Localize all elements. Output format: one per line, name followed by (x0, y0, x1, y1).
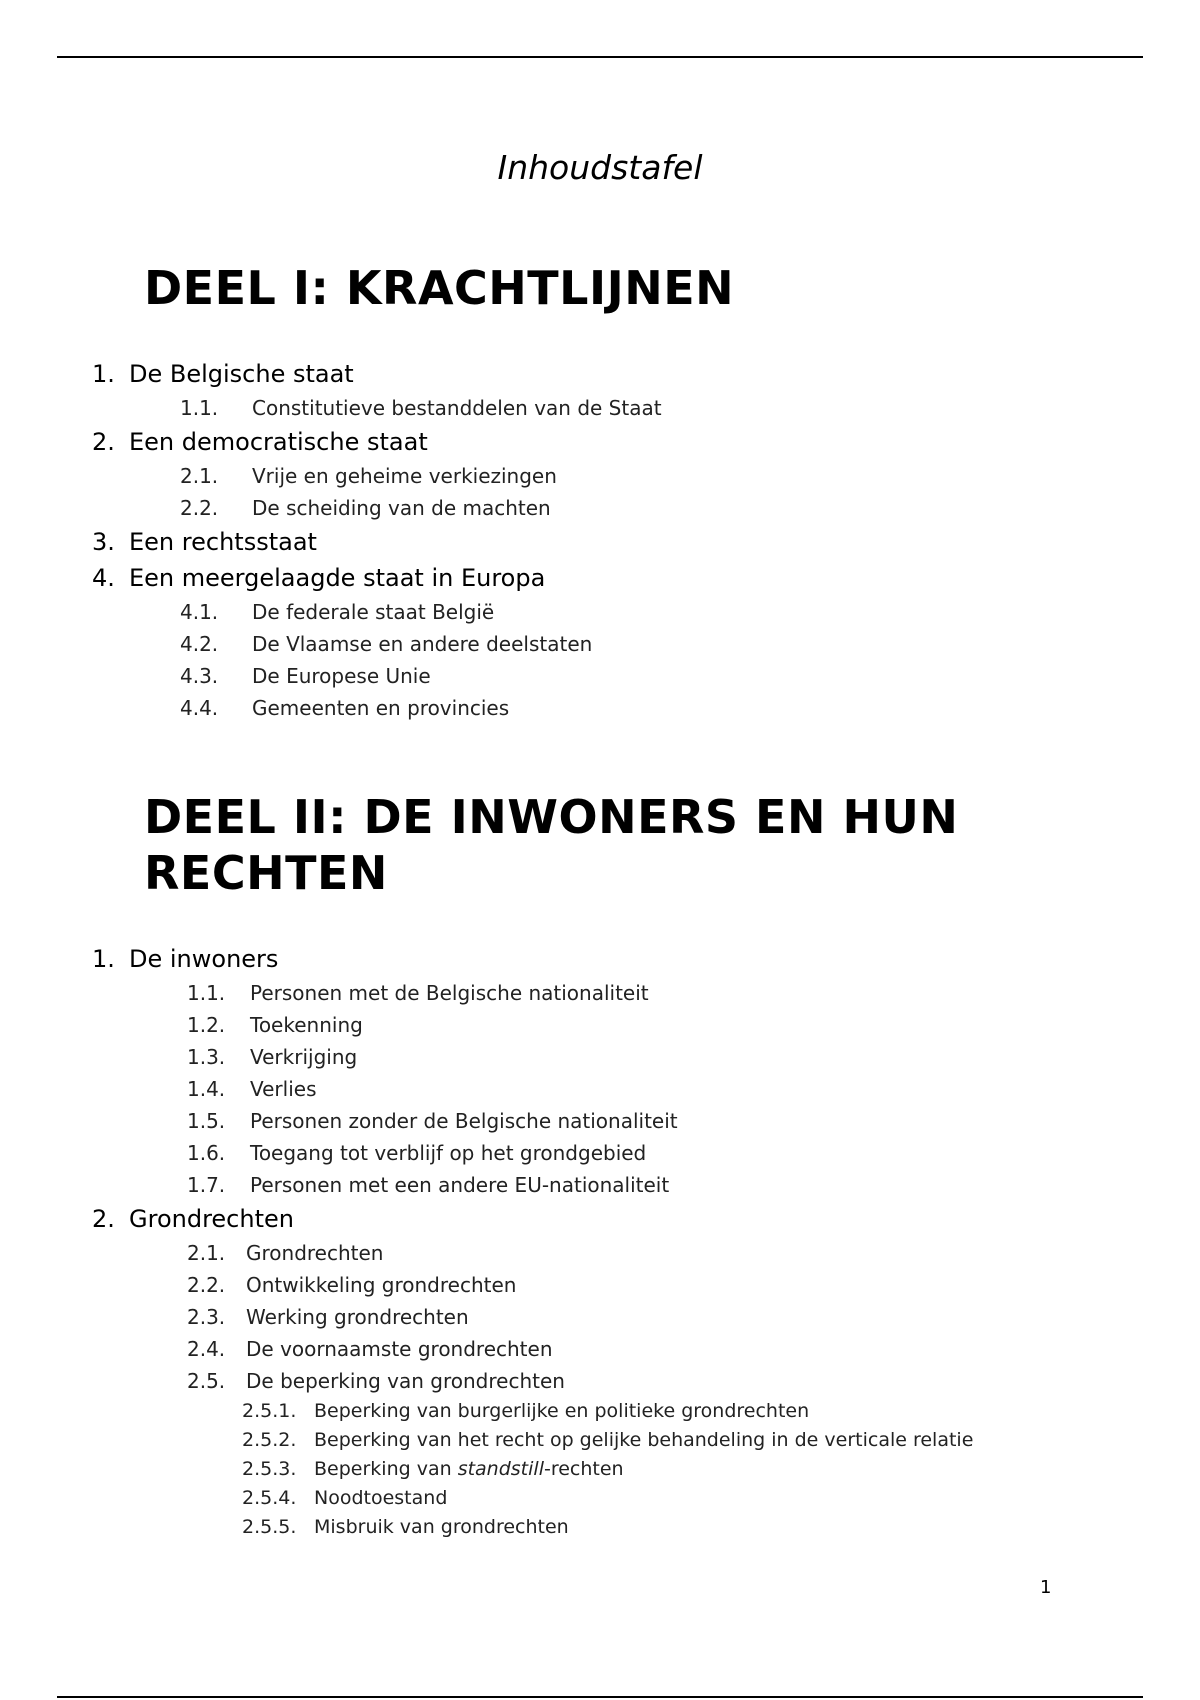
toc-number: 1. (92, 360, 115, 388)
toc-entry[interactable] (0, 1513, 1200, 1542)
toc-text: De beperking van grondrechten (246, 1369, 565, 1393)
toc-number: 4. (92, 564, 115, 592)
toc-entry[interactable] (0, 660, 1200, 692)
toc-entry[interactable] (0, 392, 1200, 424)
toc-number: 1. (92, 945, 115, 973)
toc-number: 4.4. (180, 696, 219, 720)
toc-text: Gemeenten en provincies (252, 696, 510, 720)
toc-number: 2.2. (187, 1273, 226, 1297)
toc-entry[interactable] (0, 424, 1200, 460)
toc-number: 1.3. (187, 1045, 226, 1069)
toc-entry[interactable] (0, 492, 1200, 524)
toc-entry[interactable] (0, 1009, 1200, 1041)
toc-number: 2.5.1. (242, 1400, 297, 1422)
toc-number: 2.1. (187, 1241, 226, 1265)
toc-text: De Europese Unie (252, 664, 431, 688)
toc-number: 4.3. (180, 664, 219, 688)
toc-entry[interactable] (0, 1237, 1200, 1269)
part-1-heading: DEEL I: KRACHTLIJNEN (144, 261, 735, 315)
toc-number: 2.3. (187, 1305, 226, 1329)
toc-text: Grondrechten (129, 1205, 294, 1233)
toc-text-part: -rechten (543, 1458, 624, 1480)
toc-entry[interactable] (0, 1365, 1200, 1397)
toc-entry[interactable] (0, 1484, 1200, 1513)
toc-number: 2.4. (187, 1337, 226, 1361)
toc-number: 1.5. (187, 1109, 226, 1133)
toc-number: 2.1. (180, 464, 219, 488)
toc-entry[interactable] (0, 628, 1200, 660)
toc-entry[interactable] (0, 596, 1200, 628)
toc-number: 1.6. (187, 1141, 226, 1165)
toc-text: Verkrijging (250, 1045, 358, 1069)
toc-number: 2.5.4. (242, 1487, 297, 1509)
toc-text: Werking grondrechten (246, 1305, 469, 1329)
toc-text: De Belgische staat (129, 360, 354, 388)
toc-text: Personen met een andere EU-nationaliteit (250, 1173, 670, 1197)
header-rule (57, 56, 1143, 58)
toc-entry[interactable] (0, 1455, 1200, 1484)
toc-text-part: Beperking van (314, 1458, 458, 1480)
page-number: 1 (1040, 1577, 1052, 1598)
toc-text: De Vlaamse en andere deelstaten (252, 632, 593, 656)
toc-number: 1.7. (187, 1173, 226, 1197)
toc-entry[interactable] (0, 692, 1200, 724)
part-2-toc (0, 941, 1200, 1542)
toc-entry[interactable] (0, 1397, 1200, 1426)
toc-entry[interactable] (0, 1333, 1200, 1365)
footer-rule (57, 1696, 1143, 1698)
toc-number: 2. (92, 428, 115, 456)
toc-number: 4.2. (180, 632, 219, 656)
toc-text: Vrije en geheime verkiezingen (252, 464, 557, 488)
toc-number: 2.5.5. (242, 1516, 297, 1538)
toc-entry[interactable] (0, 1301, 1200, 1333)
toc-number: 1.1. (187, 981, 226, 1005)
toc-number: 1.1. (180, 396, 219, 420)
toc-text: Toekenning (250, 1013, 363, 1037)
toc-number: 1.2. (187, 1013, 226, 1037)
toc-text (314, 1455, 624, 1484)
toc-entry[interactable] (0, 1201, 1200, 1237)
toc-text: De voornaamste grondrechten (246, 1337, 553, 1361)
toc-entry[interactable] (0, 1041, 1200, 1073)
toc-entry[interactable] (0, 977, 1200, 1009)
toc-entry[interactable] (0, 1137, 1200, 1169)
toc-entry[interactable] (0, 941, 1200, 977)
toc-number: 1.4. (187, 1077, 226, 1101)
page-title: Inhoudstafel (497, 148, 703, 187)
toc-entry[interactable] (0, 1426, 1200, 1455)
toc-number: 2.5.2. (242, 1429, 297, 1451)
toc-entry[interactable] (0, 524, 1200, 560)
toc-text: De scheiding van de machten (252, 496, 551, 520)
toc-entry[interactable] (0, 1269, 1200, 1301)
toc-entry[interactable] (0, 560, 1200, 596)
toc-text: Personen met de Belgische nationaliteit (250, 981, 649, 1005)
toc-number: 2.5. (187, 1369, 226, 1393)
part-2-heading-line: DEEL II: DE INWONERS EN HUN (144, 790, 959, 844)
toc-entry[interactable] (0, 460, 1200, 492)
toc-text: Een meergelaagde staat in Europa (129, 564, 546, 592)
toc-entry[interactable] (0, 1105, 1200, 1137)
toc-number: 2. (92, 1205, 115, 1233)
toc-text: Constitutieve bestanddelen van de Staat (252, 396, 662, 420)
toc-number: 4.1. (180, 600, 219, 624)
toc-text: Ontwikkeling grondrechten (246, 1273, 517, 1297)
part-2-heading-line: RECHTEN (144, 846, 388, 900)
toc-text: Toegang tot verblijf op het grondgebied (250, 1141, 647, 1165)
toc-text: Noodtoestand (314, 1487, 448, 1509)
toc-text: Beperking van het recht op gelijke behandeling in de verticale relatie (314, 1429, 974, 1451)
toc-text: Beperking van burgerlijke en politieke grondrechten (314, 1400, 810, 1422)
toc-text: Een democratische staat (129, 428, 428, 456)
part-1-toc (0, 356, 1200, 724)
toc-entry[interactable] (0, 356, 1200, 392)
toc-text: Verlies (250, 1077, 317, 1101)
toc-text-italic: standstill (457, 1458, 544, 1480)
toc-text: De federale staat België (252, 600, 495, 624)
toc-text: Grondrechten (246, 1241, 384, 1265)
toc-text: Personen zonder de Belgische nationaliteit (250, 1109, 678, 1133)
toc-number: 2.2. (180, 496, 219, 520)
toc-entry[interactable] (0, 1169, 1200, 1201)
toc-number: 2.5.3. (242, 1458, 297, 1480)
part-2-heading (144, 789, 1044, 901)
toc-text: Een rechtsstaat (129, 528, 317, 556)
toc-entry[interactable] (0, 1073, 1200, 1105)
toc-text: Misbruik van grondrechten (314, 1516, 569, 1538)
toc-number: 3. (92, 528, 115, 556)
toc-text: De inwoners (129, 945, 279, 973)
